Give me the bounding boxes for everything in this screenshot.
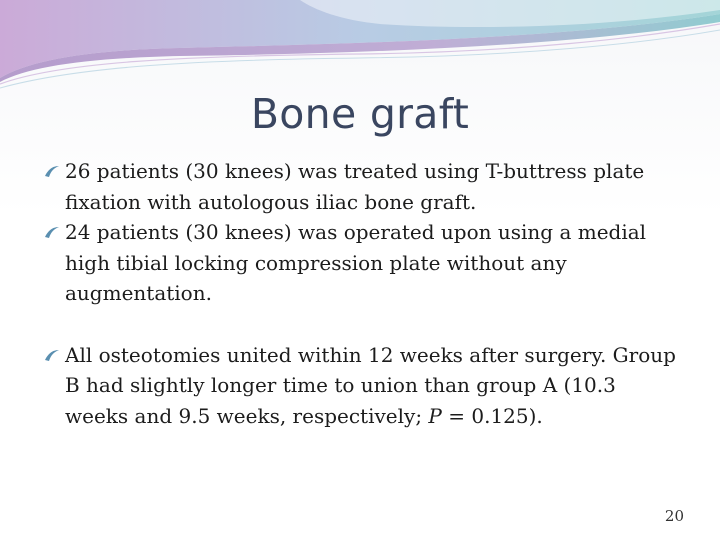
p-value-label: P xyxy=(428,403,442,428)
slide-title: Bone graft xyxy=(250,90,470,138)
swoosh-bullet-icon xyxy=(44,226,60,239)
bullet-item-2 xyxy=(44,217,684,309)
bullet-text-2: 24 patients (30 knees) was operated upon using a medial high tibial locking compression plate without any augmentation. xyxy=(65,220,647,305)
page-number: 20 xyxy=(664,507,684,525)
swoosh-bullet-icon xyxy=(44,165,60,178)
header-decoration xyxy=(0,0,720,90)
swoosh-bullet-icon xyxy=(44,349,60,362)
bullet-text-3-start: All osteotomies united within 12 weeks after surgery. Group B had slightly longer time to union than group A (10.3 weeks and 9.5 weeks, respectively; xyxy=(65,342,676,428)
bullet-text-3-end: = 0.125). xyxy=(441,403,543,428)
bullet-text-1: 26 patients (30 knees) was treated using T-buttress plate fixation with autologous iliac bone graft. xyxy=(65,159,645,214)
spacer xyxy=(44,309,684,340)
bullet-list xyxy=(44,156,684,431)
bullet-item-1 xyxy=(44,156,684,217)
bullet-item-3 xyxy=(44,340,684,432)
